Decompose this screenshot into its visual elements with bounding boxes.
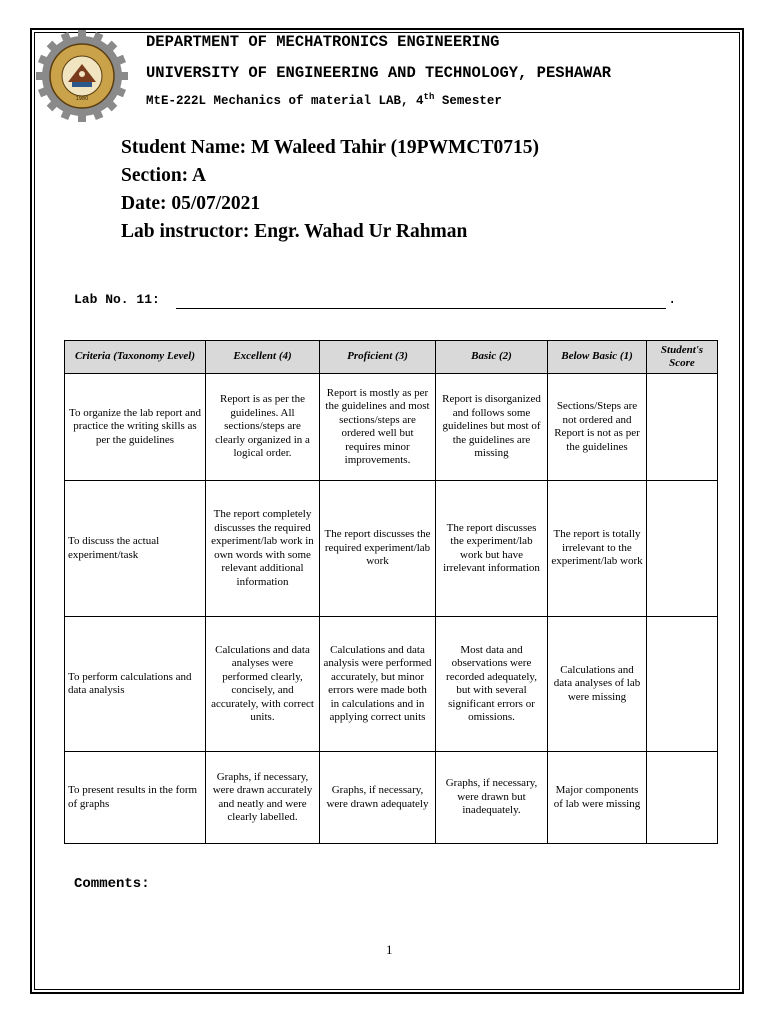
- excellent-cell: Graphs, if necessary, were drawn accurately and neatly and were clearly labelled.: [206, 752, 320, 844]
- score-cell[interactable]: [647, 481, 718, 617]
- header-proficient: Proficient (3): [320, 341, 436, 374]
- proficient-cell: Calculations and data analysis were performed accurately, but minor errors were made both in calculations and in applying correct units: [320, 617, 436, 752]
- header-criteria: Criteria (Taxonomy Level): [65, 341, 206, 374]
- lab-instructor: Lab instructor: Engr. Wahad Ur Rahman: [121, 221, 468, 242]
- rubric-row-discussion: [65, 481, 718, 617]
- rubric-row-organization: [65, 374, 718, 481]
- basic-cell: The report discusses the experiment/lab work but have irrelevant information: [436, 481, 548, 617]
- proficient-cell: The report discusses the required experiment/lab work: [320, 481, 436, 617]
- course-superscript: th: [423, 92, 435, 102]
- course-heading: [146, 92, 502, 108]
- course-tail: Semester: [434, 94, 502, 109]
- score-cell[interactable]: [647, 752, 718, 844]
- lab-number-label: Lab No. 11:: [74, 292, 160, 307]
- header-excellent: Excellent (4): [206, 341, 320, 374]
- criteria-cell: To discuss the actual experiment/task: [65, 481, 206, 617]
- rubric-header-row: [65, 341, 718, 374]
- grading-rubric-table: [64, 340, 718, 844]
- comments-label: Comments:: [74, 876, 150, 892]
- proficient-cell: Report is mostly as per the guidelines and most sections/steps are ordered well but requires minor improvements.: [320, 374, 436, 481]
- basic-cell: Graphs, if necessary, were drawn but inadequately.: [436, 752, 548, 844]
- header-below-basic: Below Basic (1): [548, 341, 647, 374]
- rubric-row-calculations: [65, 617, 718, 752]
- basic-cell: Report is disorganized and follows some guidelines but most of the guidelines are missing: [436, 374, 548, 481]
- criteria-cell: To present results in the form of graphs: [65, 752, 206, 844]
- report-date: Date: 05/07/2021: [121, 193, 261, 214]
- header-student-score: Student's Score: [647, 341, 718, 374]
- student-section: Section: A: [121, 165, 207, 186]
- below-basic-cell: Calculations and data analyses of lab were missing: [548, 617, 647, 752]
- university-seal-icon: [36, 30, 128, 122]
- below-basic-cell: Sections/Steps are not ordered and Report is not as per the guidelines: [548, 374, 647, 481]
- student-name: Student Name: M Waleed Tahir (19PWMCT0715): [121, 137, 539, 158]
- basic-cell: Most data and observations were recorded adequately, but with several significant errors or omissions.: [436, 617, 548, 752]
- rubric-row-graphs: [65, 752, 718, 844]
- criteria-cell: To perform calculations and data analysis: [65, 617, 206, 752]
- lab-title-period: .: [668, 292, 677, 308]
- lab-title-underline: [176, 308, 666, 309]
- criteria-cell: To organize the lab report and practice the writing skills as per the guidelines: [65, 374, 206, 481]
- university-heading: UNIVERSITY OF ENGINEERING AND TECHNOLOGY, PESHAWAR: [146, 64, 612, 82]
- excellent-cell: The report completely discusses the required experiment/lab work in own words with some relevant additional information: [206, 481, 320, 617]
- score-cell[interactable]: [647, 617, 718, 752]
- seal-year-text: 1980: [75, 96, 89, 102]
- excellent-cell: Report is as per the guidelines. All sections/steps are clearly organized in a logical order.: [206, 374, 320, 481]
- course-text: MtE-222L Mechanics of material LAB, 4: [146, 94, 424, 109]
- proficient-cell: Graphs, if necessary, were drawn adequately: [320, 752, 436, 844]
- page-number: 1: [386, 942, 393, 957]
- excellent-cell: Calculations and data analyses were performed clearly, concisely, and accurately, with correct units.: [206, 617, 320, 752]
- below-basic-cell: Major components of lab were missing: [548, 752, 647, 844]
- department-heading: DEPARTMENT OF MECHATRONICS ENGINEERING: [146, 33, 500, 51]
- below-basic-cell: The report is totally irrelevant to the experiment/lab work: [548, 481, 647, 617]
- header-basic: Basic (2): [436, 341, 548, 374]
- score-cell[interactable]: [647, 374, 718, 481]
